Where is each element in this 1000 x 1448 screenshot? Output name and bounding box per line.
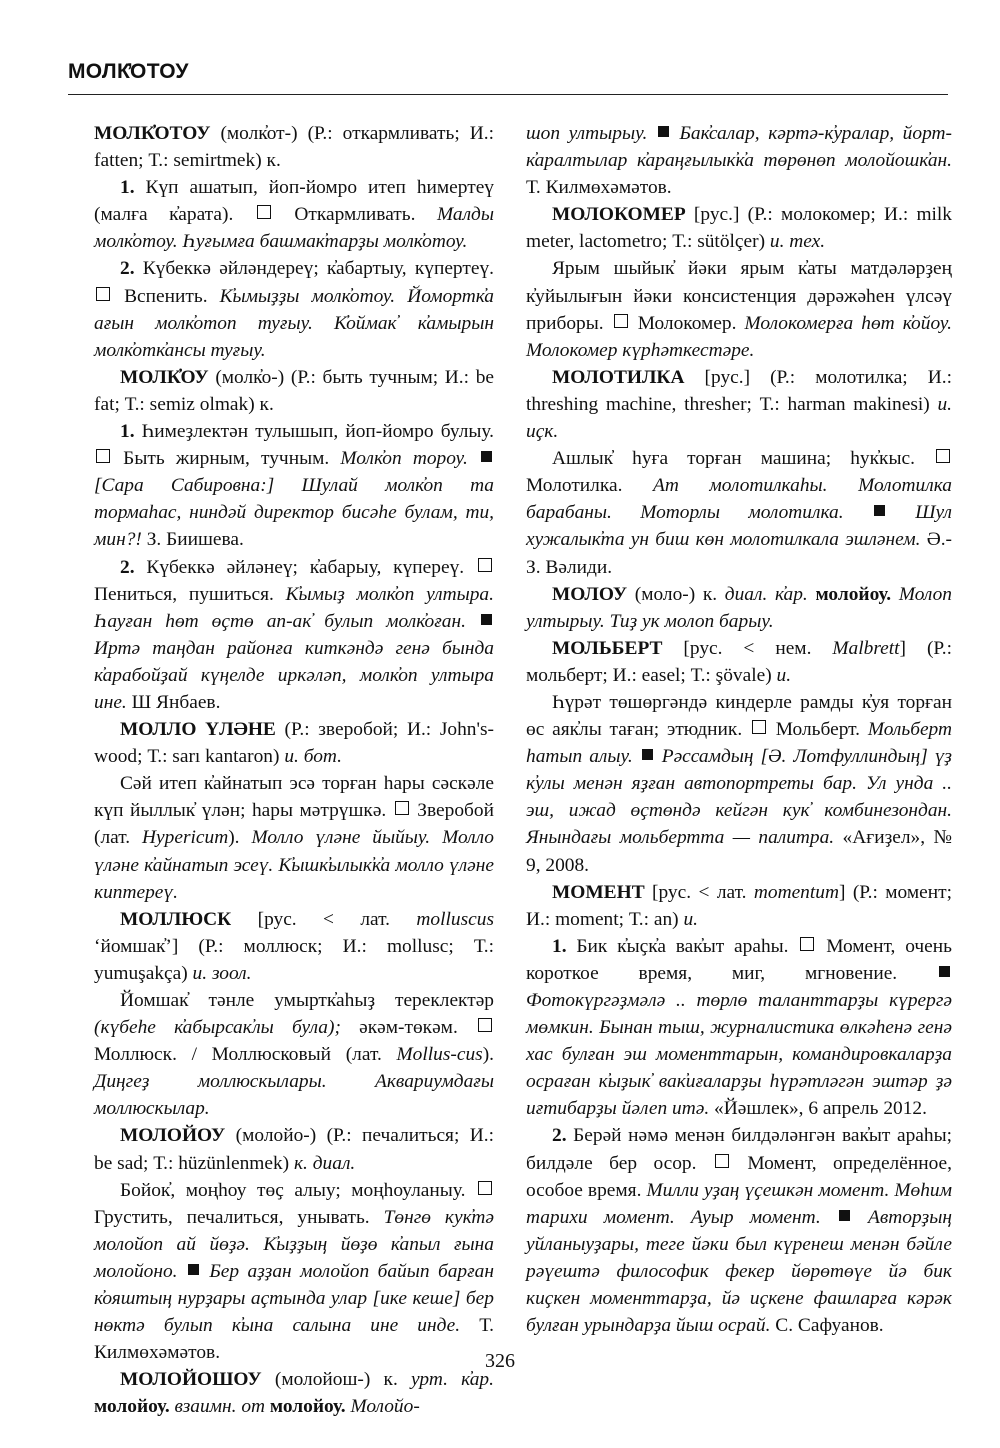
headword: МОЛЛО ҮЛӘНЕ [120, 719, 276, 741]
quotation: Рәссамдың [Ә. Лотфуллиндың] үҙ к̓улы менән яҙған автопортреты бар. Ул унда .. эш, ижад өҫтөндә кейгән кук̓ комбинезондан. Янындағы мольбертта — палитра. [526, 746, 952, 849]
quote-marker [658, 126, 669, 137]
entry-moloyoshou: МОЛОЙОШОУ (молойош-) к. урт. к̓ар. молойоу. взаимн. от молойоу. Молойо- [94, 1369, 494, 1418]
entry-mollo-ulane: МОЛЛО ҮЛӘНЕ (Р.: зверобой; И.: John's-wood; Т.: sarı kantaron) и. бот. [94, 719, 494, 768]
sense: 1. Күп ашатып, йоп-йомро итеп һимертеү (малға к̓арата). Откармливать. Малды молк̓отоу. Һуғымға башмак̓тарҙы молк̓отоу. [94, 177, 494, 253]
entry-mollusk: МОЛЛЮСК [рус. < лат. molluscus ‘йомшак̓’] (Р.: моллюск; И.: mollusc; Т.: yumuşakça) и. зоол. [94, 908, 494, 984]
definition: Сәй итеп к̓айнатып эсә торған һары сәскәле күп йыллык̓ үлән; һары мәтрүшкә. Зверобой (лат. Hypericum). Молло үләне йыйыу. Молло үләне к̓айнатып эсеү. К̓ышк̓ылык̓к̓а молло үләне киптереү. [94, 773, 495, 903]
sense: 1. Бик к̓ыҫк̓а вак̓ыт араһы. Момент, очень короткое время, миг, мгновение. Фотокүргәҙмәлә .. төрлө таланттарҙы күрергә мөмкин. Бынан тыш, журналистика өлкәһенә генә хас булған эш моменттарын, командировкаларҙа осраған к̓ыҙык̓ вак̓иғаларҙы һүрәтләгән эштәр ҙә иғтибарҙы йәлеп итә. «Йәшлек», 6 апрель 2012. [526, 935, 953, 1120]
headword: МОЛК̓ОУ [120, 366, 209, 388]
definition: Ашлык̓ һуға торған машина; һук̓кыс. Молотилка. Ат молотилкаһы. Молотилка барабаны. Моторлы молотилка. Шул хужалык̓та ун биш көн молотилкала эшләнем. Ә.-З. Вәлиди. [526, 448, 952, 578]
headword: МОЛОЙОШОУ [120, 1369, 262, 1391]
box-marker [752, 720, 766, 734]
quotation: Шул хужалык̓та ун биш көн молотилкала эшләнем. [526, 502, 952, 551]
quote-marker [481, 451, 492, 462]
headword: МОЛЬБЕРТ [552, 637, 663, 659]
quote-source: З. Биишева. [141, 529, 244, 551]
page-header [68, 60, 948, 84]
example: шоп ултырыу. [526, 123, 648, 144]
headword: МОЛОЙОУ [120, 1125, 226, 1147]
box-marker [478, 558, 492, 572]
box-marker [395, 801, 409, 815]
quote-source: «Ағиҙел», № 9, 2008. [526, 827, 952, 876]
box-marker [614, 314, 628, 328]
example: Милли уҙаң үҫешкән момент. Мөһим тарихи момент. Ауыр момент. [526, 1179, 952, 1228]
quotation: [Сара Сабировна:] Шулай молк̓оп та тормаһас, ниндәй директор бисәһе булам, ти, мин?! [94, 475, 494, 551]
headword: МОМЕНТ [552, 881, 645, 903]
quotation: Бер аҙҙан молойоп байып барған к̓ояштың нурҙары аҫтында улар [ике кеше] бер нөктә булып к̓ына салына ине инде. [94, 1260, 494, 1337]
box-marker [478, 1018, 492, 1032]
quotation: Авторҙың уйланыуҙары, теге йәки был күренеш менән бәйле рәүештә философик фекер йөрөтөүе йә бик киҫкен моменттарҙа, йә иҫкене фашларға кәрәк булған урындарҙа йыш осрай. [526, 1206, 952, 1337]
left-column [94, 120, 494, 1421]
example: Молоп ултырыу. Тиҙ ук молоп барыу. [526, 583, 952, 632]
entry-molkotou: МОЛК̓ОТОУ (молк̓от-) (Р.: откармливать; И.: fatten; Т.: semirtmek) к. [94, 123, 494, 172]
headword: МОЛОТИЛКА [552, 366, 685, 388]
quotation: Бак̓салар, кәртә-к̓уралар, йорт-к̓аралтылар к̓араңғылык̓к̓а төрөнөп молойошк̓ан. [526, 123, 952, 172]
sense: 2. Берәй нәмә менән билдәләнгән вак̓ыт араһы; билдәле бер осор. Момент, определённое, особое время. Милли уҙаң үҫешкән момент. Мөһим тарихи момент. Ауыр момент. Авторҙың уйланыуҙары, теге йәки был күренеш менән бәйле рәүештә философик фекер йөрөтөүе йә бик киҫкен моменттарҙа, йә иҫкене фашларға кәрәк булған урындарҙа йыш осрай. С. Сафуанов. [526, 1125, 952, 1337]
box-marker [257, 205, 271, 219]
running-head: МОЛК̓ОТОУ [68, 60, 189, 83]
quote-source: Т. Килмөхәмәтов. [526, 177, 672, 199]
entry-molokomer: МОЛОКОМЕР [рус.] (Р.: молокомер; И.: milk meter, lactometro; Т.: sütölçer) и. тех. [526, 204, 952, 253]
example: Төнгө кук̓тә молойоп ай йөҙә. К̓ыҙҙың йөҙө к̓апыл ғына молойоно. [94, 1206, 494, 1282]
quotation: Иртә таңдан районға киткәндә генә бында к̓арабойҙай күңелде иркәләп, молк̓оп ултыра ине. [94, 637, 494, 713]
example: Молокомерға һөт к̓ойоу. Молокомер күрһәткестәре. [526, 312, 952, 361]
box-marker [936, 449, 950, 463]
quote-source: Ә.-З. Вәлиди. [526, 529, 952, 578]
quote-source: С. Сафуанов. [770, 1315, 884, 1337]
quote-marker [642, 749, 653, 760]
headword: МОЛОКОМЕР [552, 204, 686, 226]
definition: Бойок̓, моңһоу төҫ алыу; моңһоуланыу. Грустить, печалиться, унывать. Төнгө кук̓тә молойоп ай йөҙә. К̓ыҙҙың йөҙө к̓апыл ғына молойоно. Бер аҙҙан молойоп байып барған к̓ояштың нурҙары аҫтында улар [ике кеше] бер нөктә булып к̓ына салына ине инде. Т. Килмөхәмәтов. [94, 1179, 494, 1364]
quotation: Фотокүргәҙмәлә .. төрлө таланттарҙы күрергә мөмкин. Бынан тыш, журналистика өлкәһенә генә хас булған эш моменттарын, командировкаларҙа осраған к̓ыҙык̓ вак̓иғаларҙы һүрәтләгән эштәр ҙә иғтибарҙы йәлеп итә. [526, 990, 952, 1120]
quote-marker [839, 1210, 850, 1221]
quote-marker [481, 614, 492, 625]
sense: 2. Күбеккә әйләнеү; к̓абарыу, күпереү. Пениться, пушиться. К̓ымыҙ молк̓оп ултыра. Һауған һөт өҫтө ап-ак̓ булып молк̓оған. Иртә таңдан районға киткәндә генә бында к̓арабойҙай күңелде иркәләп, молк̓оп ултыра ине. Ш Янбаев. [94, 556, 494, 713]
entry-molou: МОЛОУ (моло-) к. диал. к̓ар. молойоу. Молоп ултырыу. Тиҙ ук молоп барыу. [526, 583, 952, 632]
entry-moloyou: МОЛОЙОУ (молойо-) (Р.: печалиться; И.: be sad; Т.: hüzünlenmek) к. диал. [94, 1125, 494, 1174]
entry-molbert: МОЛЬБЕРТ [рус. < нем. Malbrett] (Р.: мольберт; И.: easel; Т.: şövale) и. [526, 637, 952, 686]
quote-source: «Йәшлек», 6 апрель 2012. [709, 1098, 927, 1120]
entry-moment: МОМЕНТ [рус. < лат. momentum] (Р.: момент; И.: moment; Т.: an) и. [526, 881, 952, 930]
header-rule [68, 94, 948, 95]
quote-marker [874, 505, 885, 516]
example: Молк̓оп тороу. [340, 448, 468, 470]
sense: 1. Һимеҙлектән тулышып, йоп-йомро булыу. Быть жирным, тучным. Молк̓оп тороу. [Сара Сабировна:] Шулай молк̓оп та тормаһас, ниндәй директор бисәһе булам, ти, мин?! З. Биишева. [94, 421, 494, 551]
quote-source: Т. Килмөхәмәтов. [94, 1315, 494, 1364]
headword: МОЛК̓ОТОУ [94, 123, 211, 144]
entry-molotilka: МОЛОТИЛКА [рус.] (Р.: молотилка; И.: threshing machine, thresher; Т.: harman makinesi) и. иҫк. [526, 366, 952, 443]
headword: МОЛЛЮСК [120, 908, 232, 930]
sense: 2. Күбеккә әйләндереү; к̓абартыу, күпертеү. Вспенить. К̓ымыҙҙы молк̓отоу. Йомортк̓а ағын молк̓отоп туғыу. К̓оймак̓ к̓амырын молк̓отк̓ансы туғыу. [94, 258, 495, 361]
example: Малды молк̓отоу. Һуғымға башмак̓тарҙы молк̓отоу. [94, 204, 494, 253]
example: Ат молотилкаһы. Молотилка барабаны. Моторлы молотилка. [526, 475, 952, 524]
box-marker [800, 937, 814, 951]
box-marker [715, 1154, 729, 1168]
definition: Һүрәт төшөргәндә киндерле рамды к̓уя торған өс аяк̓лы таған; этюдник. Мольберт. Мольберт һатып алыу. Рәссамдың [Ә. Лотфуллиндың] үҙ к̓улы менән яҙған автопортреты бар. Ул унда .. эш, ижад өҫтөндә кейгән кук̓ комбинезондан. Янындағы мольбертта — палитра. «Ағиҙел», № 9, 2008. [526, 691, 952, 876]
box-marker [478, 1181, 492, 1195]
example: Мольберт һатып алыу. [526, 719, 952, 768]
right-column [526, 120, 952, 1339]
entry-molkou: МОЛК̓ОУ (молк̓о-) (Р.: быть тучным; И.: be fat; Т.: semiz olmak) к. [94, 366, 494, 415]
quote-source: Ш Янбаев. [126, 691, 221, 713]
example: К̓ымыҙ молк̓оп ултыра. Һауған һөт өҫтө ап-ак̓ булып молк̓оған. [94, 583, 494, 632]
definition: Йомшак̓ тәнле умыртк̓аһыҙ тереклектәр (күбеһе к̓абырсак̓лы була); әкәм-төкәм. Моллюск. / Моллюсковый (лат. Mollus-cus). Диңгеҙ моллюскылары. Аквариумдағы моллюскылар. [94, 990, 494, 1120]
example: Молло үләне йыйыу. Молло үләне к̓айнатып эсеү. К̓ышк̓ылык̓к̓а молло үләне киптереү. [94, 827, 495, 903]
quote-marker [939, 966, 950, 977]
box-marker [96, 287, 110, 301]
headword: МОЛОУ [552, 583, 628, 605]
example: Диңгеҙ моллюскылары. Аквариумдағы моллюскылар. [94, 1071, 494, 1120]
box-marker [96, 449, 110, 463]
example: К̓ымыҙҙы молк̓отоу. Йомортк̓а ағын молк̓отоп туғыу. К̓оймак̓ к̓амырын молк̓отк̓ансы туғыу. [94, 285, 495, 361]
continuation [526, 120, 952, 201]
definition: Ярым шыйык̓ йәки ярым к̓аты матдәләрҙең к̓уйылығын йәки консистенция дәрәжәһен үлсәү приборы. Молокомер. Молокомерға һөт к̓ойоу. Молокомер күрһәткестәре. [526, 258, 952, 361]
quote-marker [188, 1264, 199, 1275]
page-number: 326 [485, 1350, 515, 1372]
